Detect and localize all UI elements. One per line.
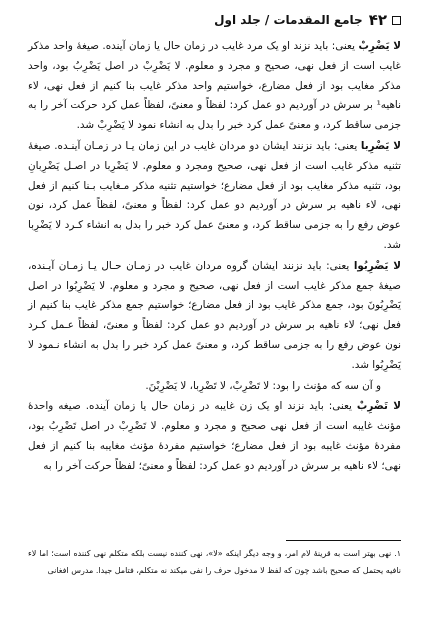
page-header (28, 10, 401, 30)
headword: لا یَضْرِبْ (358, 40, 401, 52)
running-title: جامع المقدمات / جلد اول (214, 13, 363, 27)
page-number: ۴۲ (368, 11, 387, 29)
paragraph: و آن سه که مؤنث را بود: لا تَضْرِبْ، لا تَضْرِبا، لا یَضْرِبْنَ. (145, 379, 381, 392)
paragraph: لا یَضْرِبا یعنی: باید نزنند ایشان دو مردان غایب در این زمان یـا در زمـان آینـده. صیغهٔ تثنیه مذکر غایب است از فعل نهی، صحیح ومجرد و معلوم. لا یَضْرِبا در اصـل یَضْرِبانِ بود، تثنیه مذکر مغایب بود از فعل مضارع؛ خواستیم تثنیه مذکر مـغایب بـنا کنیم از فعل نهی، لاء ناهیه بر سرش در آوردیم دو عمل کرد: لفظاً و معنیً، لفظاً عمل کرد، نون عوض رفع را به جزمی ساقط کرد، و معنیً عمل کرد خبر را بدل به انشاء کـرد لا یَضْرِبا شد. (28, 139, 401, 251)
headword: لا تَضْرِبْ (356, 400, 401, 413)
headword: لا یَضْرِبا (360, 139, 401, 152)
headword: لا یَضْرِبُوا (353, 259, 401, 272)
paragraph: لا تَضْرِبْ یعنی: باید نزند او یک زن غایبه در زمان حال یا زمان آینده. صیغه واحدهٔ مؤنث غایبه است از فعل نهی صحیح و مجرد و معلوم. لا تَضْرِبْ در اصل تَضْرِبُ بود، مفردهٔ مؤنث غایبه بود از فعل مضارع؛ خواستیم مفردهٔ مؤنث مغایبه بنا کنیم از فعل نهی؛ لاء ناهیه بر سرش در آوردیم دو عمل کرد: لفظاً و معنیً؛ لفظاً حرکت آخر را به (28, 400, 401, 472)
main-text (28, 37, 401, 478)
footnote-divider (286, 540, 401, 541)
paragraph: لا یَضْرِبْ یعنی: باید نزند او یک مرد غایب در زمان حال یا زمان آینده. صیغهٔ واحد مذکر غایب است از فعل نهی، صحیح و مجرد و معلوم. لا یَضْرِبْ در اصل یَضْرِبُ بود، واحد مذکر مغایب بود از فعل مضارع، خواستیم واحد مذکر غایب بنا کنیم از فعل نهی، لاء ناهیه¹ بر سرش در آوردیم دو عمل کرد: لفظاً و معنیً، لفظاً عمل کرد حرکت آخر را به جزمی ساقط کرد، و معنیً عمل کرد خبر را بدل به انشاء نمود لا یَضْرِبْ شد. (28, 40, 401, 132)
paragraph: لا یَضْرِبُوا یعنی: باید نزنند ایشان گروه مردان غایب در زمـان حـال یـا زمـان آیـنده، صیغهٔ جمع مذکر غایب است از فعل نهی، صحیح و مجرد و معلوم. لا یَضْرِبُوا در اصل یَضْرِبُونَ بود، جمع مذکر غایب بود از فعل مضارع؛ خواستیم جمع مذکر غایب بنا کنیم از فعل نهی؛ لاء ناهیه بر سرش در آوردیم دو عمل کرد: لفظاً و معنیً، لفظاً عـمل کـرد نون عوض رفع را به جزمی ساقط کرد، و معنیً عمل کرد خبر را بدل به انشاء نـمود لا یَضْرِبُوا شد. (28, 259, 401, 371)
footnote: ۱. نهی بهتر است به قرینهٔ لام امر، و وجه دیگر اینکه «لا»، نهی کننده نیست بلکه متکلم نهی کننده است؛ اما لاء نافیه یحتمل که صحیح باشد چون که لفظ لا مدخول حرف را نفی میکند نه متکلم، فتامل جیدا. مدرس افغانی (28, 549, 401, 575)
square-ornament-icon (392, 16, 401, 25)
